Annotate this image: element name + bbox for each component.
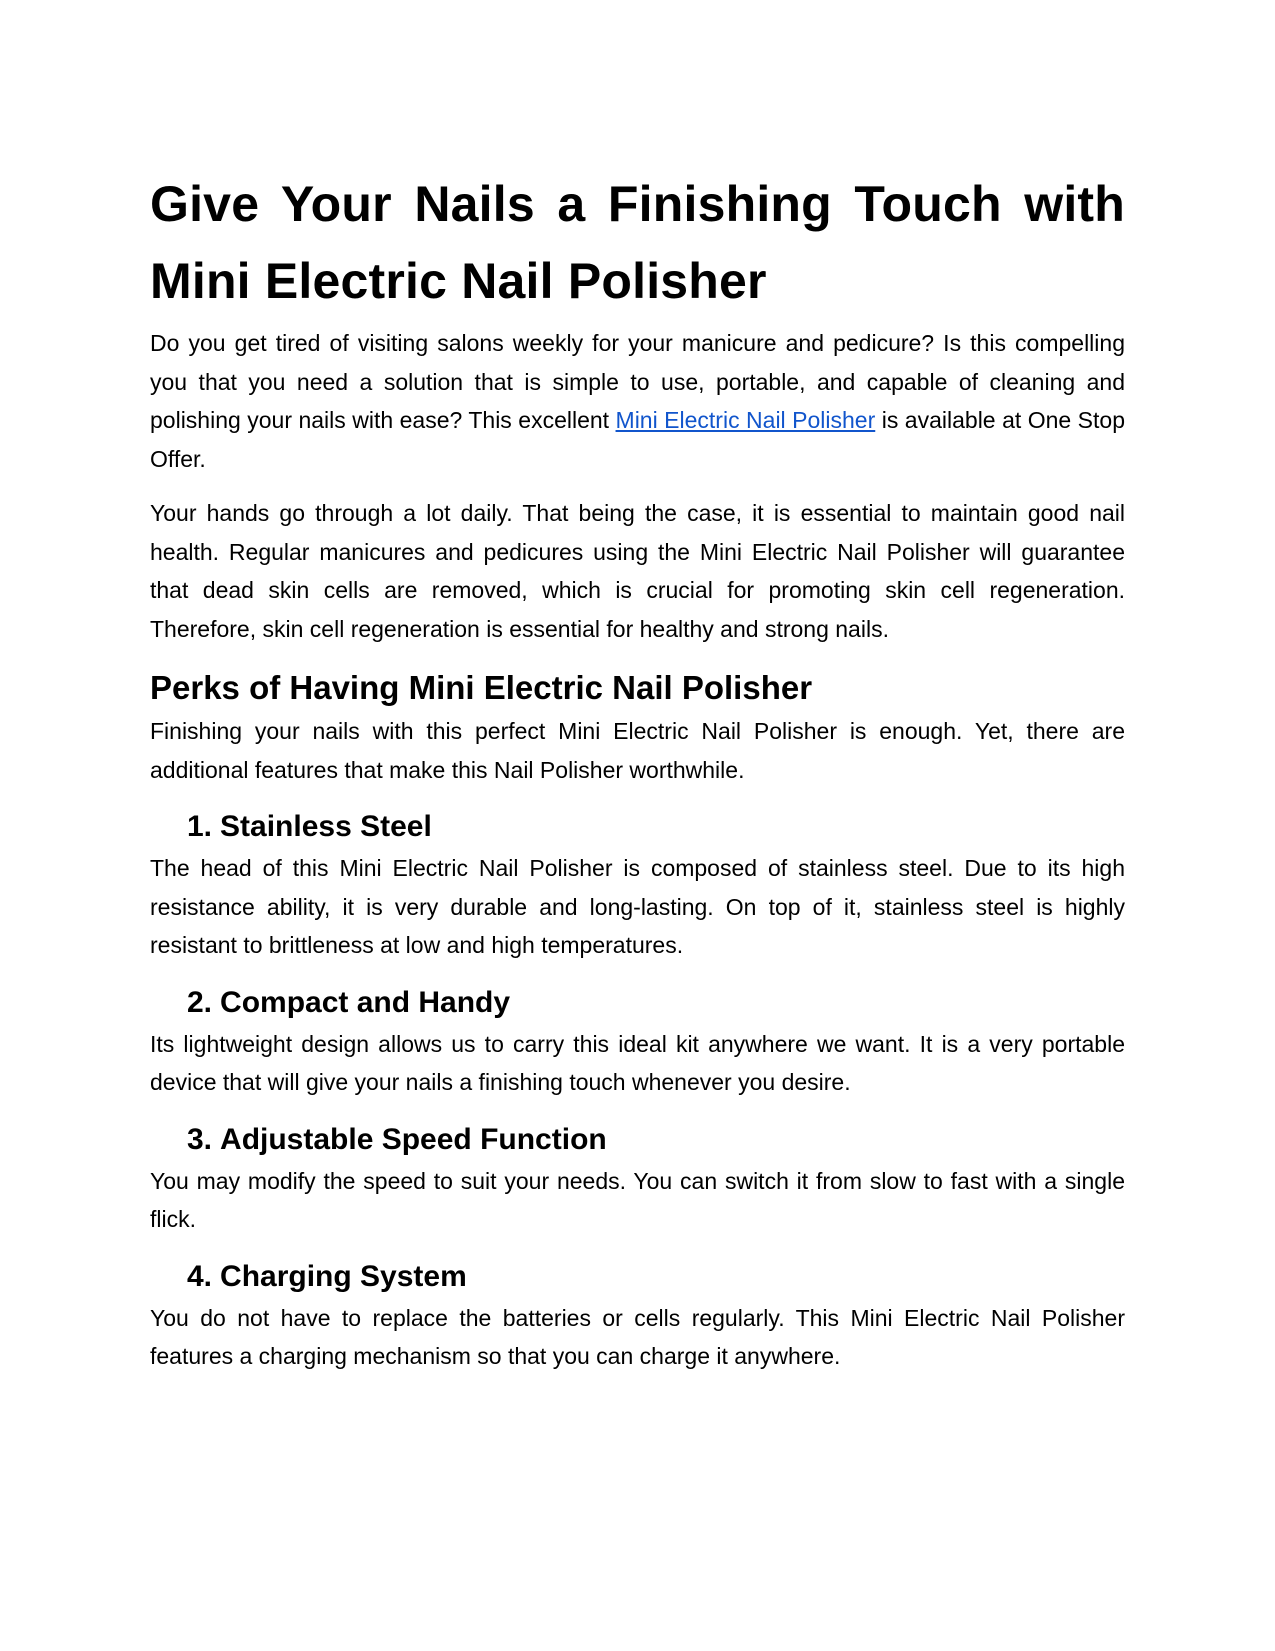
feature-number: 1.: [187, 810, 213, 843]
feature-number: 3.: [187, 1122, 213, 1156]
feature-heading-charging-system: [150, 1257, 1125, 1297]
feature-title: Compact and Handy: [220, 985, 511, 1019]
perks-heading: Perks of Having Mini Electric Nail Polisher: [150, 669, 813, 706]
feature-body-charging-system: You do not have to replace the batteries or cells regularly. This Mini Electric Nail Polisher features a charging mechanism so that you can charge it anywhere.: [150, 1304, 1125, 1369]
feature-heading-compact-handy: [150, 983, 1125, 1023]
feature-title: Adjustable Speed Function: [220, 1122, 607, 1156]
feature-body-compact-handy: Its lightweight design allows us to carry this ideal kit anywhere we want. It is a very portable device that will give your nails a finishing touch whenever you desire.: [150, 1030, 1125, 1095]
feature-body-stainless-steel: The head of this Mini Electric Nail Polisher is composed of stainless steel. Due to its high resistance ability, it is very durable and long-lasting. On top of it, stainless steel is highly resistant to brittleness at low and high temperatures.: [150, 855, 1125, 958]
intro-text-after-link: is available at One Stop Offer.: [150, 407, 1125, 472]
nail-health-paragraph: Your hands go through a lot daily. That being the case, it is essential to maintain good nail health. Regular manicures and pedicures using the Mini Electric Nail Polisher will guarantee that dead skin cells are removed, which is crucial for promoting skin cell regeneration. Therefore, skin cell regeneration is essential for healthy and strong nails.: [150, 500, 1125, 642]
feature-number: 2.: [187, 985, 213, 1019]
feature-title: Stainless Steel: [220, 810, 432, 843]
feature-heading-stainless-steel: [150, 807, 1125, 847]
feature-title: Charging System: [220, 1259, 467, 1293]
product-link[interactable]: Mini Electric Nail Polisher: [615, 407, 876, 433]
feature-number: 4.: [187, 1259, 213, 1293]
intro-paragraph: [150, 324, 1125, 478]
intro-text-before-link: Do you get tired of visiting salons weekly for your manicure and pedicure? Is this compelling you that you need a solution that is simple to use, portable, and capable of cleaning and polishing your nails with ease? This excellent: [150, 330, 1125, 433]
document-page: [150, 166, 1125, 1392]
perks-intro-paragraph: Finishing your nails with this perfect Mini Electric Nail Polisher is enough. Yet, there are additional features that make this Nail Polisher worthwhile.: [150, 718, 1125, 783]
feature-body-adjustable-speed: You may modify the speed to suit your needs. You can switch it from slow to fast with a single flick.: [150, 1167, 1125, 1232]
feature-heading-adjustable-speed: [150, 1120, 1125, 1160]
page-title: Give Your Nails a Finishing Touch with Mini Electric Nail Polisher: [150, 176, 1125, 309]
